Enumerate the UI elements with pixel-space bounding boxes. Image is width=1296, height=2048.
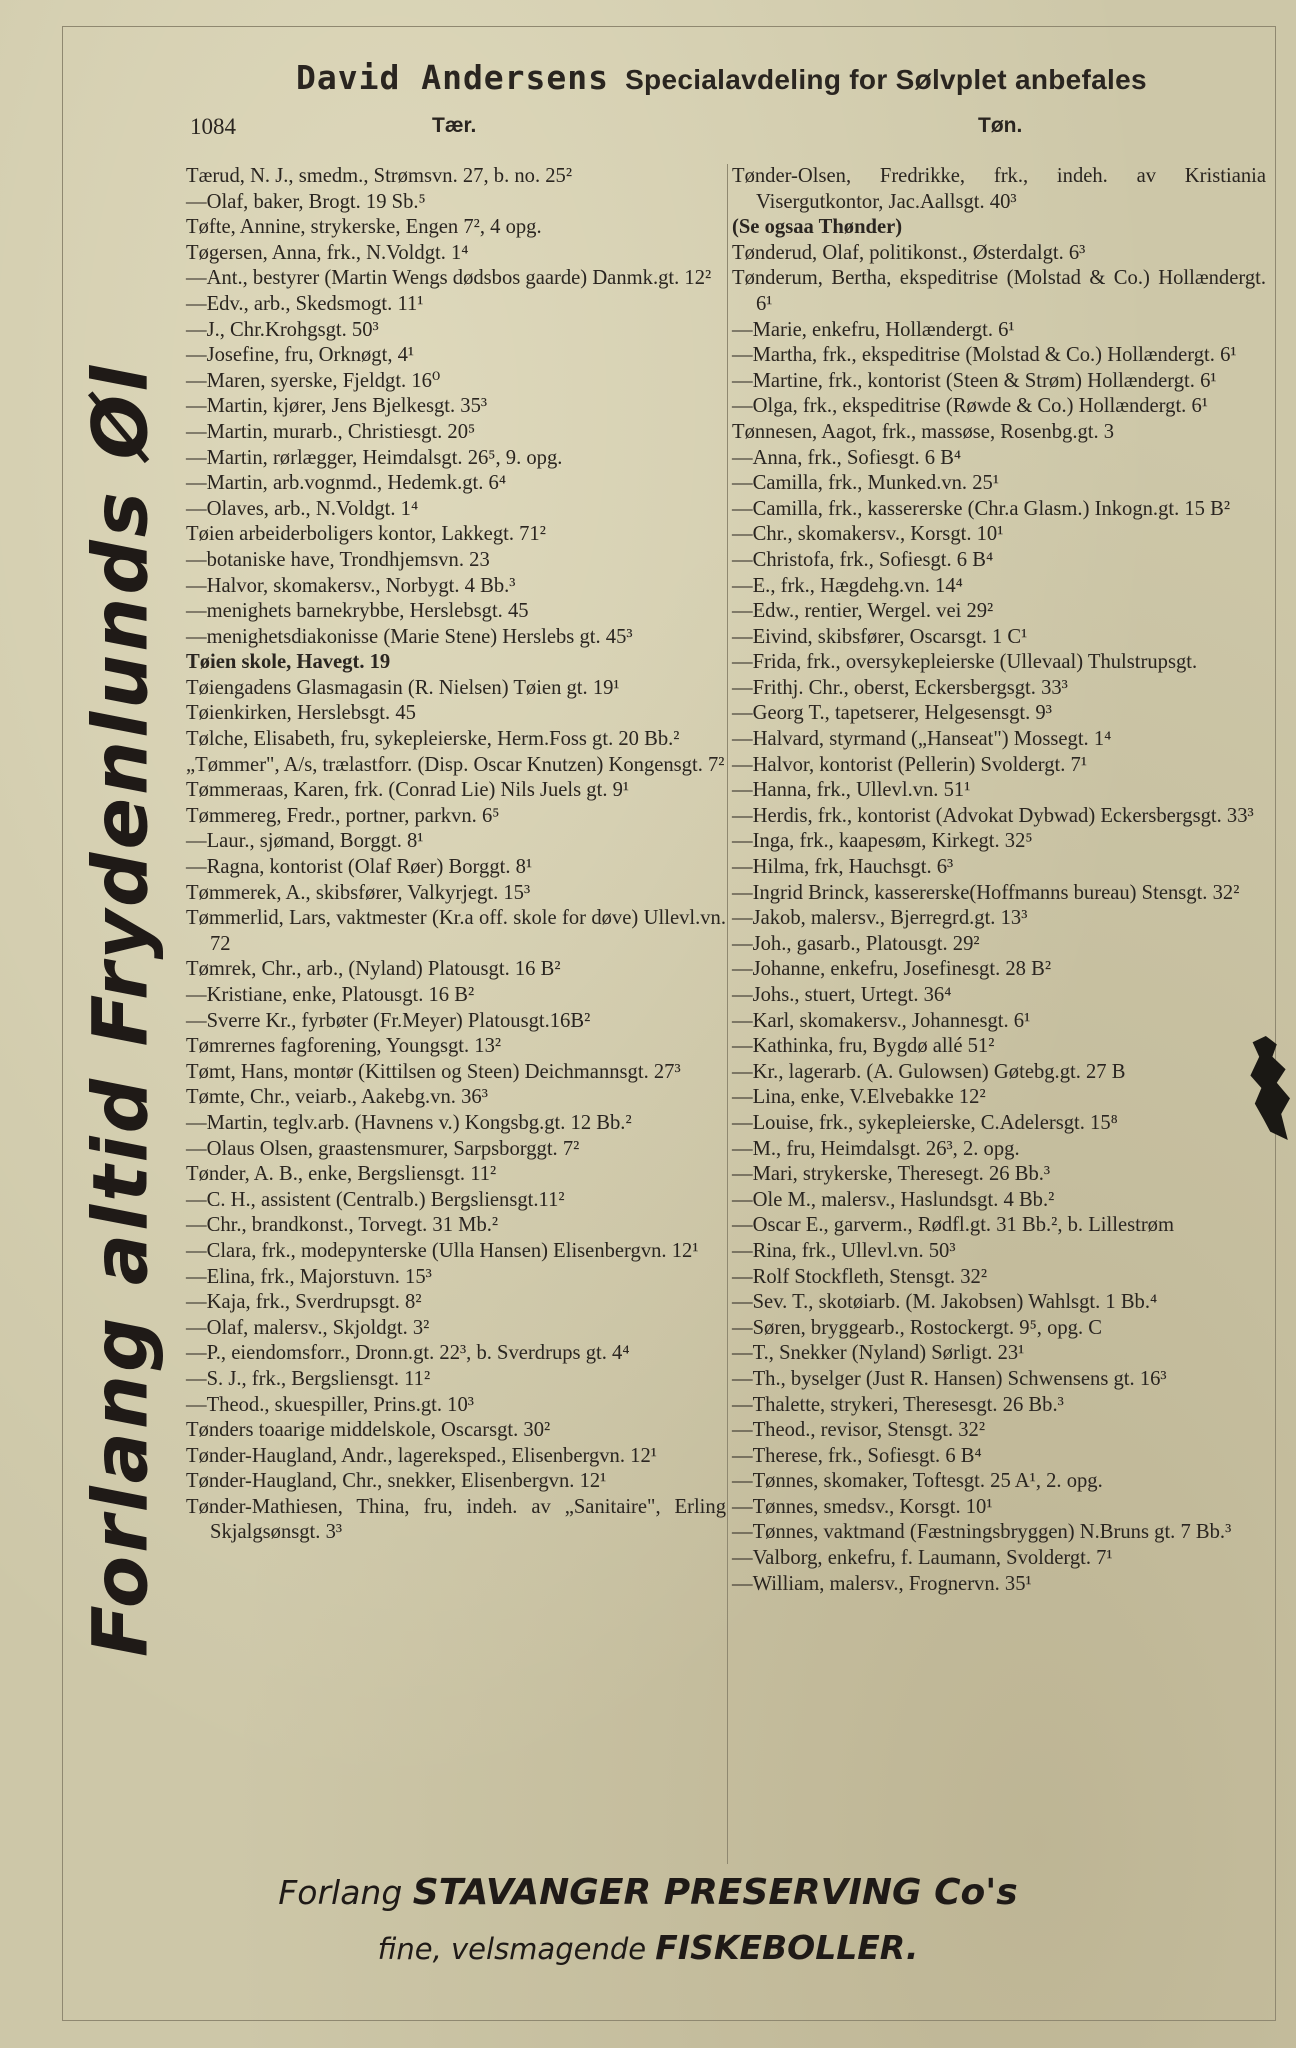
directory-entry: —Karl, skomakersv., Johannesgt. 6¹ — [732, 1009, 1031, 1032]
directory-entry: —Tønnes, skomaker, Toftesgt. 25 A¹, 2. opg. — [732, 1470, 1103, 1493]
directory-entry: —Sev. T., skotøiarb. (M. Jakobsen) Wahlsgt. 1 Bb.⁴ — [732, 1291, 1158, 1314]
directory-entry: —Laur., sjømand, Borggt. 8¹ — [186, 830, 424, 853]
directory-entry: Tømmeraas, Karen, frk. (Conrad Lie) Nils Juels gt. 9¹ — [186, 779, 630, 802]
directory-entry: —Martin, rørlægger, Heimdalsgt. 26⁵, 9. opg. — [186, 446, 563, 469]
directory-entry: —Martin, arb.vognmd., Hedemk.gt. 6⁴ — [186, 472, 507, 495]
directory-entry: —Olaves, arb., N.Voldgt. 1⁴ — [186, 497, 419, 520]
directory-entry: —Hilma, frk, Hauchsgt. 6³ — [732, 856, 954, 879]
header-ad-name: David Andersens — [296, 58, 610, 97]
directory-entry: —Inga, frk., kaapesøm, Kirkegt. 32⁵ — [732, 830, 1033, 853]
directory-entry: —Olga, frk., ekspeditrise (Røwde & Co.) Hollændergt. 6¹ — [732, 395, 1208, 418]
directory-entry: „Tømmer", A/s, trælastforr. (Disp. Oscar Knutzen) Kongensgt. 7² — [186, 753, 725, 776]
guide-word-right: Tøn. — [978, 114, 1023, 137]
footer-ad-line-2-pre: fine, velsmagende — [377, 1932, 647, 1966]
directory-entry: —Johs., stuert, Urtegt. 36⁴ — [732, 984, 952, 1006]
directory-entry: —Ingrid Brinck, kassererske(Hoffmanns bureau) Stensgt. 32² — [732, 881, 1240, 904]
directory-entry: —T., Snekker (Nyland) Sørligt. 23¹ — [732, 1342, 1025, 1365]
directory-entry: —Ant., bestyrer (Martin Wengs dødsbos gaarde) Danmk.gt. 12² — [186, 267, 712, 290]
column-divider — [727, 164, 728, 1864]
directory-entry: —Jakob, malersv., Bjerregrd.gt. 13³ — [732, 907, 1028, 930]
directory-entry: —Georg T., tapetserer, Helgesensgt. 9³ — [732, 702, 1052, 725]
directory-entry: Tøienkirken, Herslebsgt. 45 — [186, 702, 416, 725]
directory-entry: —Louise, frk., sykepleierske, C.Adelersgt. 15⁸ — [732, 1111, 1118, 1134]
directory-entry: —Rina, frk., Ullevl.vn. 50³ — [732, 1239, 956, 1262]
directory-entry: —Maren, syerske, Fjeldgt. 16⁰ — [186, 369, 441, 392]
directory-entry: —Valborg, enkefru, f. Laumann, Svoldergt. 7¹ — [732, 1547, 1113, 1570]
directory-entry: —Joh., gasarb., Platousgt. 29² — [732, 932, 980, 955]
directory-entry: —Marie, enkefru, Hollændergt. 6¹ — [732, 318, 1015, 341]
directory-entry: —Th., byselger (Just R. Hansen) Schwensens gt. 16³ — [732, 1367, 1167, 1390]
directory-entry: —Ragna, kontorist (Olaf Røer) Borggt. 8¹ — [186, 856, 533, 879]
directory-entry: —menighets barnekrybbe, Herslebsgt. 45 — [186, 600, 529, 623]
directory-entry: —Christofa, frk., Sofiesgt. 6 B⁴ — [732, 548, 994, 571]
side-advertisement: Forlang altid Frydenlunds Øl — [75, 362, 165, 1658]
footer-ad-line-1-pre: Forlang — [278, 1873, 403, 1912]
directory-entry: —Halvor, kontorist (Pellerin) Svoldergt. 7¹ — [732, 753, 1088, 776]
directory-entry: —Martha, frk., ekspeditrise (Molstad & Co.) Hollændergt. 6¹ — [732, 344, 1237, 367]
footer-ad-line-2 — [0, 1928, 1296, 1967]
directory-entry: Tønderud, Olaf, politikonst., Østerdalgt. 6³ — [732, 241, 1086, 264]
directory-entry: —Oscar E., garverm., Rødfl.gt. 31 Bb.², b. Lillestrøm — [732, 1214, 1175, 1237]
directory-entry: Tølche, Elisabeth, fru, sykepleierske, Herm.Foss gt. 20 Bb.² — [186, 728, 680, 751]
directory-entry: —Edv., arb., Skedsmogt. 11¹ — [186, 292, 424, 315]
directory-entry: —C. H., assistent (Centralb.) Bergsliensgt.11² — [186, 1188, 565, 1211]
directory-entry: Tønnesen, Aagot, frk., massøse, Rosenbg.gt. 3 — [732, 420, 1115, 443]
directory-entry: —Chr., skomakersv., Korsgt. 10¹ — [732, 523, 1004, 546]
directory-entry: —Elina, frk., Majorstuvn. 15³ — [186, 1265, 432, 1288]
directory-entry: —Therese, frk., Sofiesgt. 6 B⁴ — [732, 1444, 982, 1467]
directory-entry: —Martine, frk., kontorist (Steen & Strøm) Hollændergt. 6¹ — [732, 369, 1217, 392]
directory-entry: —Kaja, frk., Sverdrupsgt. 8² — [186, 1291, 422, 1314]
directory-entry: Tønder, A. B., enke, Bergsliensgt. 11² — [186, 1163, 497, 1186]
directory-entry: —Søren, bryggearb., Rostockergt. 9⁵, opg. C — [732, 1316, 1103, 1339]
directory-entry: Tøfte, Annine, strykerske, Engen 7², 4 opg. — [186, 216, 542, 239]
directory-entry: —William, malersv., Frognervn. 35¹ — [732, 1572, 1032, 1595]
directory-entry: Tønderum, Bertha, ekspeditrise (Molstad & Co.) Hollændergt. 6¹ — [732, 267, 1266, 315]
directory-entry: —Eivind, skibsfører, Oscarsgt. 1 C¹ — [732, 625, 1028, 648]
directory-entry: —Olaus Olsen, graastensmurer, Sarpsborggt. 7² — [186, 1137, 580, 1160]
directory-entry: —Kr., lagerarb. (A. Gulowsen) Gøtebg.gt. 27 B — [732, 1060, 1126, 1083]
right-column — [732, 164, 1266, 1597]
directory-entry: —E., frk., Hægdehg.vn. 14⁴ — [732, 574, 963, 597]
directory-entry: —S. J., frk., Bergsliensgt. 11² — [186, 1367, 431, 1390]
directory-entry: —Sverre Kr., fyrbøter (Fr.Meyer) Platousgt.16B² — [186, 1009, 591, 1032]
directory-entry: —J., Chr.Krohgsgt. 50³ — [186, 318, 379, 341]
directory-entry: —Olaf, baker, Brogt. 19 Sb.⁵ — [186, 190, 426, 213]
directory-entry: Tønder-Olsen, Fredrikke, frk., indeh. av Kristiania Visergutkontor, Jac.Aallsgt. 40³ — [732, 165, 1266, 213]
guide-word-left: Tær. — [432, 114, 477, 137]
directory-entry: Tømmerek, A., skibsfører, Valkyrjegt. 15³ — [186, 881, 531, 904]
directory-entry: Tønders toaarige middelskole, Oscarsgt. 30² — [186, 1419, 551, 1442]
directory-entry: —Martin, teglv.arb. (Havnens v.) Kongsbg.gt. 12 Bb.² — [186, 1111, 632, 1134]
directory-entry: Tønder-Haugland, Andr., lagereksped., Elisenbergvn. 12¹ — [186, 1444, 657, 1467]
directory-entry: Tømrek, Chr., arb., (Nyland) Platousgt. 16 B² — [186, 958, 561, 981]
directory-entry: —Halvor, skomakersv., Norbygt. 4 Bb.³ — [186, 574, 516, 597]
directory-entry: —Martin, kjører, Jens Bjelkesgt. 35³ — [186, 395, 488, 418]
directory-entry: —Clara, frk., modepynterske (Ulla Hansen) Elisenbergvn. 12¹ — [186, 1239, 699, 1262]
directory-entry: —Olaf, malersv., Skjoldgt. 3² — [186, 1316, 430, 1339]
directory-entry: —Frithj. Chr., oberst, Eckersbergsgt. 33³ — [732, 676, 1068, 699]
directory-entry: Tømrernes fagforening, Youngsgt. 13² — [186, 1035, 502, 1058]
footer-ad-line-2-product: FISKEBOLLER. — [655, 1928, 919, 1967]
directory-entry: —Edw., rentier, Wergel. vei 29² — [732, 600, 994, 623]
directory-entry: (Se ogsaa Thønder) — [732, 216, 903, 239]
directory-entry: —Martin, murarb., Christiesgt. 20⁵ — [186, 420, 476, 443]
directory-entry: —botaniske have, Trondhjemsvn. 23 — [186, 548, 490, 571]
directory-entry: —Camilla, frk., Munked.vn. 25¹ — [732, 472, 999, 495]
directory-entry: —Herdis, frk., kontorist (Advokat Dybwad) Eckersbergsgt. 33³ — [732, 804, 1254, 827]
footer-ad-line-1 — [0, 1872, 1296, 1913]
directory-entry: —Thalette, strykeri, Theresesgt. 26 Bb.³ — [732, 1393, 1064, 1416]
directory-entry: —Theod., revisor, Stensgt. 32² — [732, 1419, 986, 1442]
directory-entry: Tærud, N. J., smedm., Strømsvn. 27, b. no. 25² — [186, 165, 573, 187]
directory-entry: Tøien skole, Havegt. 19 — [186, 651, 391, 674]
directory-entry: —Camilla, frk., kassererske (Chr.a Glasm.) Inkogn.gt. 15 B² — [732, 497, 1231, 520]
directory-entry: —Chr., brandkonst., Torvegt. 31 Mb.² — [186, 1214, 499, 1237]
directory-entry: —Lina, enke, V.Elvebakke 12² — [732, 1086, 986, 1109]
footer-ad-line-1-brand: STAVANGER PRESERVING Co's — [412, 1872, 1018, 1913]
page-number: 1084 — [190, 114, 236, 139]
directory-entry: —Ole M., malersv., Haslundsgt. 4 Bb.² — [732, 1188, 1055, 1211]
directory-entry: —Hanna, frk., Ullevl.vn. 51¹ — [732, 779, 971, 802]
directory-entry: —Halvard, styrmand („Hanseat") Mossegt. 1⁴ — [732, 728, 1112, 751]
directory-entry: —Mari, strykerske, Theresegt. 26 Bb.³ — [732, 1163, 1051, 1186]
directory-entry: Tømmereg, Fredr., portner, parkvn. 6⁵ — [186, 804, 500, 827]
directory-entry: —Tønnes, smedsv., Korsgt. 10¹ — [732, 1495, 993, 1518]
directory-entry: Tønder-Mathiesen, Thina, fru, indeh. av „Sanitaire", Erling Skjalgsønsgt. 3³ — [186, 1495, 726, 1544]
directory-entry: —Frida, frk., oversykepleierske (Ullevaal) Thulstrupsgt. — [732, 651, 1198, 674]
directory-entry: —Kathinka, fru, Bygdø allé 51² — [732, 1035, 995, 1058]
header-advertisement — [296, 58, 1147, 97]
directory-entry: —Josefine, fru, Orknøgt, 4¹ — [186, 344, 415, 367]
header-ad-text: Specialavdeling for Sølvplet anbefales — [625, 64, 1147, 95]
directory-entry: Tømmerlid, Lars, vaktmester (Kr.a off. skole for døve) Ullevl.vn. 72 — [186, 907, 726, 955]
directory-entry: Tønder-Haugland, Chr., snekker, Elisenbergvn. 12¹ — [186, 1470, 607, 1493]
directory-entry: Tøiengadens Glasmagasin (R. Nielsen) Tøien gt. 19¹ — [186, 676, 620, 699]
directory-entry: Tøien arbeiderboligers kontor, Lakkegt. 71² — [186, 523, 546, 546]
directory-entry: —Kristiane, enke, Platousgt. 16 B² — [186, 984, 475, 1006]
directory-entry: —Theod., skuespiller, Prins.gt. 10³ — [186, 1393, 474, 1416]
directory-entry: Tøgersen, Anna, frk., N.Voldgt. 1⁴ — [186, 241, 469, 264]
directory-entry: —Rolf Stockfleth, Stensgt. 32² — [732, 1265, 988, 1288]
directory-entry: —M., fru, Heimdalsgt. 26³, 2. opg. — [732, 1137, 1020, 1160]
directory-entry: —Anna, frk., Sofiesgt. 6 B⁴ — [732, 446, 962, 469]
directory-entry: —P., eiendomsforr., Dronn.gt. 22³, b. Sverdrups gt. 4⁴ — [186, 1342, 630, 1365]
directory-entry: —menighetsdiakonisse (Marie Stene) Herslebs gt. 45³ — [186, 625, 633, 648]
left-column — [186, 164, 726, 1546]
directory-entry: Tømt, Hans, montør (Kittilsen og Steen) Deichmannsgt. 27³ — [186, 1060, 681, 1083]
directory-entry: —Johanne, enkefru, Josefinesgt. 28 B² — [732, 958, 1052, 981]
directory-entry: Tømte, Chr., veiarb., Aakebg.vn. 36³ — [186, 1086, 488, 1109]
directory-entry: —Tønnes, vaktmand (Fæstningsbryggen) N.Bruns gt. 7 Bb.³ — [732, 1521, 1232, 1544]
